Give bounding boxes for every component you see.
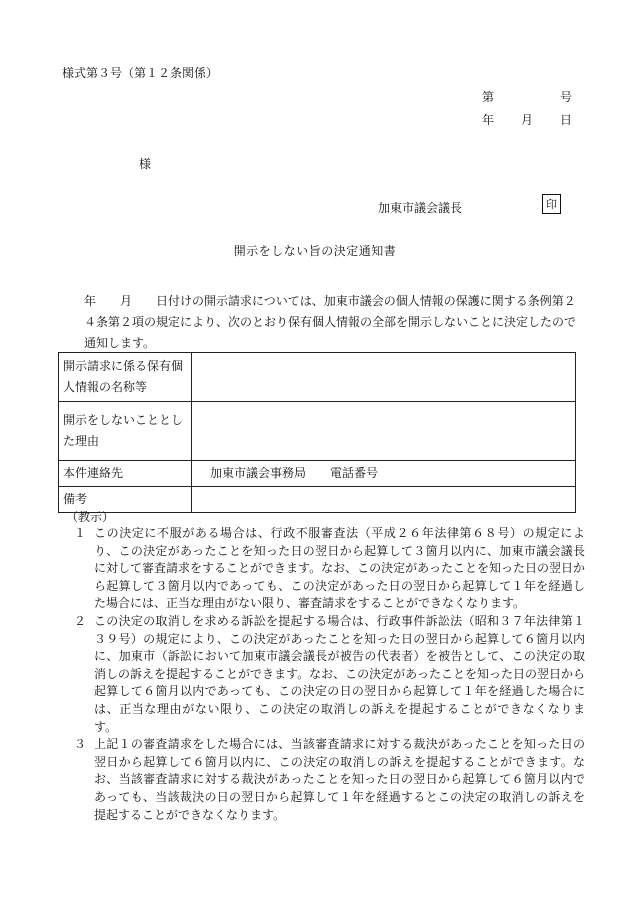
document-title: 開示をしない旨の決定通知書 — [233, 244, 397, 258]
document-number — [482, 88, 572, 105]
item-text: 上記１の審査請求をした場合には、当該審査請求に対する裁決があったことを知った日の翌日から起算して６箇月以内に、この決定の取消しの訴えを提起することができます。なお、当該審査請求に対する裁決があったことを知った日の翌日から起算して６箇月以内であっても、当該裁決の日の翌日から起算して１年を経過するとこの決定の取消しの訴えを提起することができなくなります。 — [94, 737, 585, 822]
date-month: 月 — [520, 113, 533, 127]
table-value — [192, 402, 576, 461]
info-table — [58, 352, 576, 513]
list-item — [70, 736, 585, 824]
table-row — [59, 353, 576, 402]
notice-heading: （教示） — [66, 510, 115, 524]
table-label: 本件連絡先 — [59, 461, 192, 487]
table-label: 備考 — [59, 487, 192, 513]
seal-stamp: 印 — [542, 194, 561, 214]
table-row — [59, 461, 576, 487]
date-year: 年 — [482, 113, 495, 127]
doc-no-suffix: 号 — [559, 90, 572, 104]
table-label: 開示請求に係る保有個人情報の名称等 — [59, 353, 192, 402]
table-row — [59, 487, 576, 513]
table-row — [59, 402, 576, 461]
body-paragraph — [62, 291, 582, 354]
list-item — [70, 613, 585, 736]
item-number: ２ — [74, 613, 87, 628]
form-number: 様式第３号（第１２条関係） — [62, 66, 219, 80]
item-text: この決定に不服がある場合は、行政不服審査法（平成２６年法律第６８号）の規定により、この決定があったことを知った日の翌日から起算して３箇月以内に、加東市議会議長に対して審査請求をすることができます。なお、この決定があったことを知った日の翌日から起算して３箇月以内であっても、この決定があった日の翌日から起算して１年を経過した場合には、正当な理由がない限り、審査請求をすることができなくなります。 — [94, 526, 585, 611]
date-day: 日 — [559, 113, 572, 127]
table-value — [192, 487, 576, 513]
doc-no-prefix: 第 — [482, 90, 495, 104]
table-label: 開示をしないこととした理由 — [59, 402, 192, 461]
table-value: 加東市議会事務局 電話番号 — [192, 461, 576, 487]
document-date — [482, 111, 572, 128]
recipient-honorific: 様 — [139, 157, 152, 171]
body-text: 年 月 日付けの開示請求については、加東市議会の個人情報の保護に関する条例第２４条第２項の規定により、次のとおり保有個人情報の全部を開示しないことに決定したので通知します。 — [84, 294, 577, 350]
table-value — [192, 353, 576, 402]
item-number: １ — [74, 526, 87, 540]
notice-list — [70, 525, 585, 824]
sender-name: 加東市議会議長 — [378, 201, 463, 215]
item-number: ３ — [74, 737, 87, 752]
item-text: この決定の取消しを求める訴訟を提起する場合は、行政事件訴訟法（昭和３７年法律第１３９号）の規定により、この決定があったことを知った日の翌日から起算して６箇月以内に、加東市（訴訟において加東市議会議長が被告の代表者）を被告として、この決定の取消しの訴えを提起することができます。なお、この決定があったことを知った日の翌日から起算して６箇月以内であっても、この決定の日の翌日から起算して１年を経過した場合には、正当な理由がない限り、この決定の取消しの訴えを提起することができなくなります。 — [94, 613, 585, 734]
list-item — [70, 525, 585, 613]
